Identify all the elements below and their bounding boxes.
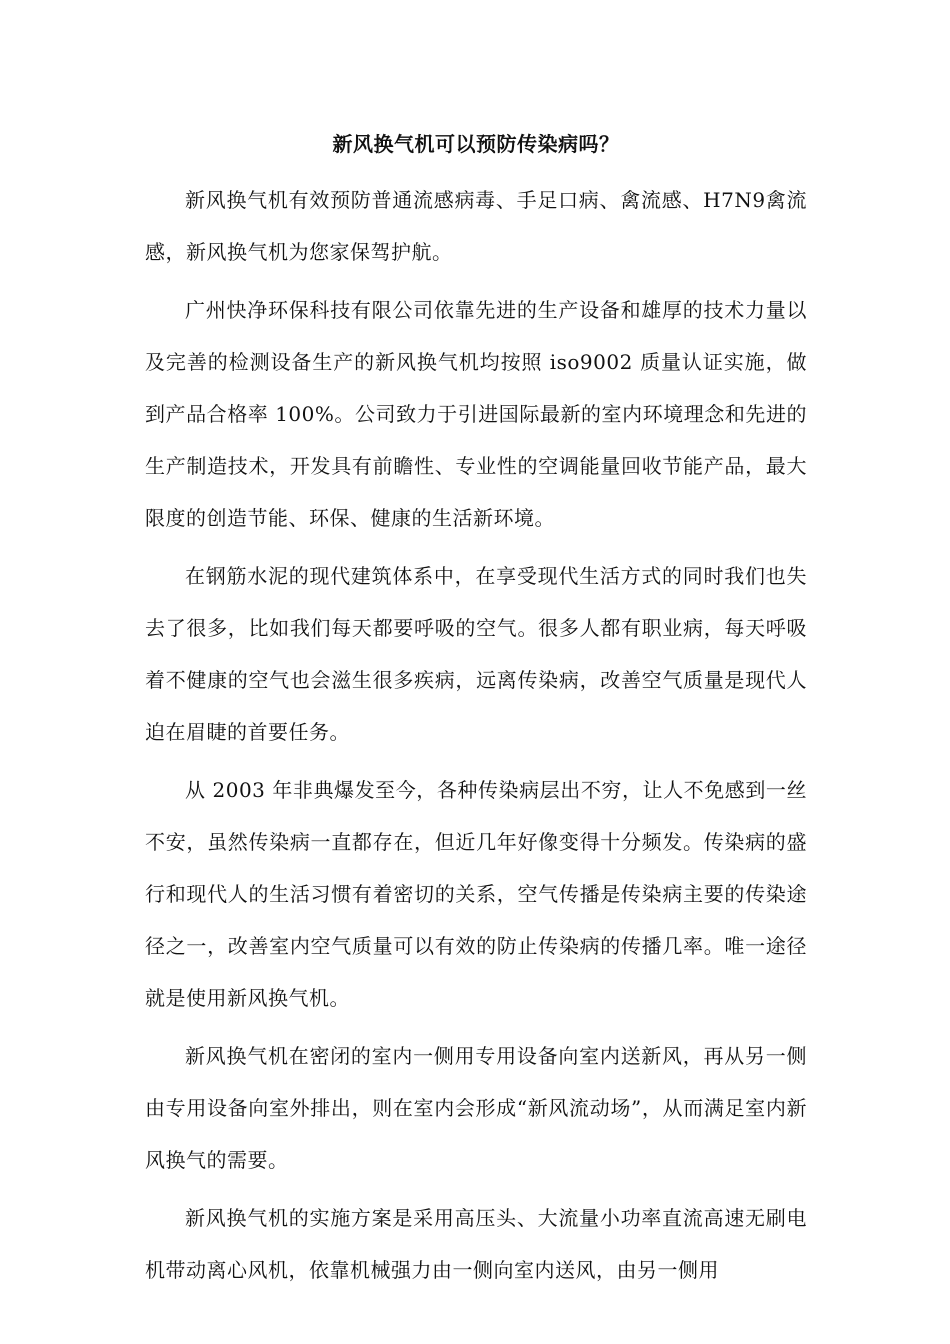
paragraph-disease: 从 2003 年非典爆发至今，各种传染病层出不穷，让人不免感到一丝不安，虽然传染病一直都存在，但近几年好像变得十分频发。传染病的盛行和现代人的生活习惯有着密切的关系，空气传播是传染病主要的传染途径之一，改善室内空气质量可以有效的防止传染病的传播几率。唯一途径就是使用新风换气机。 bbox=[145, 778, 807, 1010]
paragraph-intro: 新风换气机有效预防普通流感病毒、手足口病、禽流感、H7N9禽流感，新风换气机为您家保驾护航。 bbox=[145, 188, 807, 264]
document-page bbox=[145, 126, 807, 1302]
paragraph-company: 广州快净环保科技有限公司依靠先进的生产设备和雄厚的技术力量以及完善的检测设备生产的新风换气机均按照 iso9002 质量认证实施，做到产品合格率 100%。公司致力于引进国际最新的室内环境理念和先进的生产制造技术，开发具有前瞻性、专业性的空调能量回收节能产品，最大限度的创造节能、环保、健康的生活新环境。 bbox=[145, 298, 807, 530]
paragraph-airflow: 新风换气机在密闭的室内一侧用专用设备向室内送新风，再从另一侧由专用设备向室外排出，则在室内会形成“新风流动场”，从而满足室内新风换气的需要。 bbox=[145, 1044, 807, 1172]
paragraph-solution: 新风换气机的实施方案是采用高压头、大流量小功率直流高速无刷电机带动离心风机，依靠机械强力由一侧向室内送风，由另一侧用 bbox=[145, 1206, 807, 1282]
paragraph-air-quality: 在钢筋水泥的现代建筑体系中，在享受现代生活方式的同时我们也失去了很多，比如我们每天都要呼吸的空气。很多人都有职业病，每天呼吸着不健康的空气也会滋生很多疾病，远离传染病，改善空气质量是现代人迫在眉睫的首要任务。 bbox=[145, 564, 807, 744]
document-title: 新风换气机可以预防传染病吗？ bbox=[332, 132, 620, 156]
